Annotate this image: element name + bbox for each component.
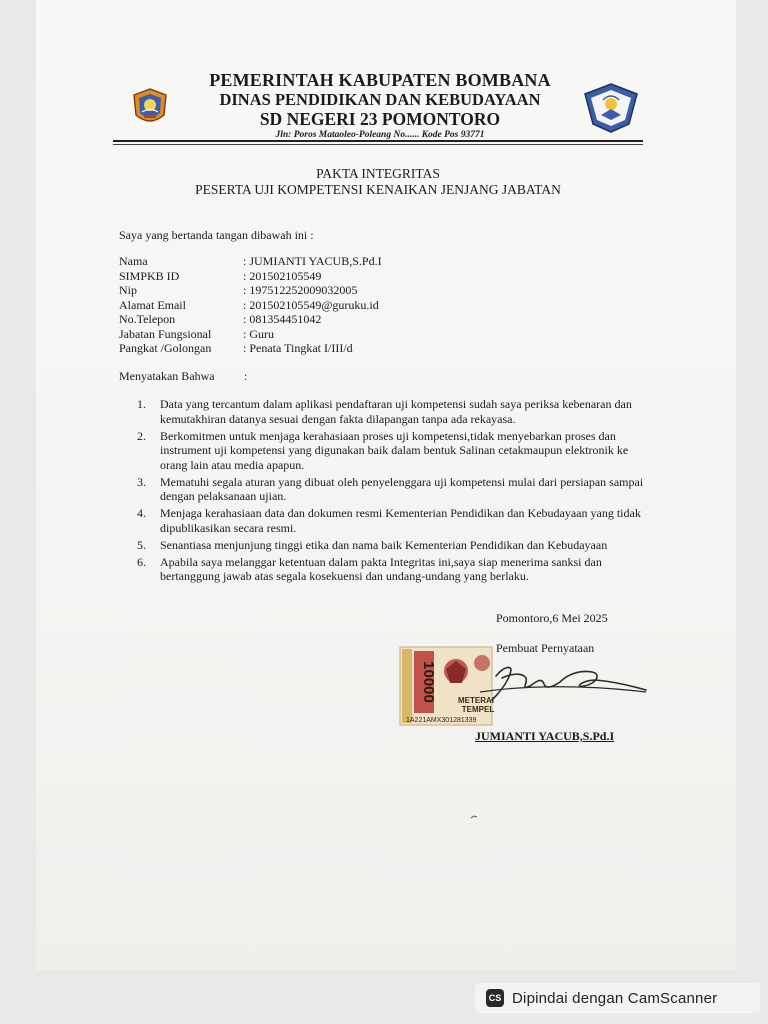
stamp-serial: 1A221AMX301281339 [406,717,477,724]
identity-block [119,254,382,356]
maker-label: Pembuat Pernyataan [496,641,595,655]
list-number: 3. [137,474,146,489]
identity-value: : 201502105549 [243,268,322,283]
letterhead-school: SD NEGERI 23 POMONTORO [259,109,501,129]
declaration-heading [119,369,248,384]
identity-row-phone [119,312,382,327]
letterhead-rule-thick [113,140,643,142]
list-number: 1. [137,397,146,411]
identity-row-email [119,298,382,313]
identity-label: Nip [119,283,137,297]
letterhead-rule-thin [113,144,643,145]
list-item [137,429,657,473]
list-text: Senantiasa menjunjung tinggi etika dan nama baik Kementerian Pendidikan dan Kebudayaan [160,537,608,552]
scan-speck [470,814,478,820]
letterhead-address: Jln: Poros Mataoleo-Poleang No...... Kode Pos 93771 [275,130,485,140]
tut-wuri-handayani-icon [583,82,639,134]
camscanner-logo-icon: CS [486,989,504,1007]
stamp-value: 10000 [420,661,437,703]
signer-name: JUMIANTI YACUB,S.Pd.I [475,729,615,743]
identity-value: : Penata Tingkat I/III/d [243,341,353,355]
title-line-1: PAKTA INTEGRITAS [316,166,440,181]
letterhead [180,70,580,141]
list-text: Data yang tercantum dalam aplikasi pendaftaran uji kompetensi sudah saya periksa kebenaran dan kemutakhiran datanya sesuai dengan fakta dilapangan tanpa ada rekayasa. [160,397,632,426]
list-text: Berkomitmen untuk menjaga kerahasiaan proses uji kompetensi,tidak menyebarkan proses dan instrument uji kompetensi yang digunakan baik dalam bentuk Salinan cetakmaupun elektronik ke orang lain atau media apapun. [160,428,629,472]
identity-value: : 197512252009032005 [243,283,358,297]
identity-label: Jabatan Fungsional [119,326,212,341]
intro-text: Saya yang bertanda tangan dibawah ini : [119,228,314,242]
identity-label: Alamat Email [119,297,186,312]
list-item [137,555,657,584]
identity-row-position [119,327,382,342]
stamp-label-2: TEMPEL [461,705,495,714]
handwritten-signature [470,656,650,704]
letterhead-government: PEMERINTAH KABUPATEN BOMBANA [209,70,551,90]
identity-row-rank [119,341,382,356]
identity-value: : JUMIANTI YACUB,S.Pd.I [243,254,382,268]
identity-label: Pangkat /Golongan [119,341,212,355]
identity-value: : Guru [243,326,274,341]
list-number: 4. [137,506,146,520]
document-title [113,166,643,198]
camscanner-badge [475,983,760,1013]
identity-row-name [119,254,382,269]
list-number: 6. [137,554,146,569]
list-item [137,397,657,426]
identity-row-simpkb [119,269,382,284]
identity-value: : 201502105549@guruku.id [243,297,379,312]
camscanner-text: Dipindai dengan CamScanner [512,989,718,1007]
identity-label: SIMPKB ID [119,268,180,283]
list-text: Apabila saya melanggar ketentuan dalam pakta Integritas ini,saya siap menerima sanksi dan bertanggung jawab atas segala kosekuensi dan undang-undang yang berlaku. [160,554,602,583]
statement-list [137,397,657,586]
regency-emblem-icon [130,87,170,127]
list-item [137,506,657,535]
title-line-2: PESERTA UJI KOMPETENSI KENAIKAN JENJANG JABATAN [195,182,561,197]
list-text: Menjaga kerahasiaan data dan dokumen resmi Kementerian Pendidikan dan Kebudayaan yang tidak dipublikasikan secara resmi. [160,506,641,535]
list-number: 5. [137,537,146,552]
place-date: Pomontoro,6 Mei 2025 [496,611,608,625]
list-item [137,538,657,553]
list-text: Mematuhi segala aturan yang dibuat oleh penyelenggara uji kompetensi mulai dari persiapan sampai dengan pelaksanaan ujian. [160,474,644,503]
letterhead-department: DINAS PENDIDIKAN DAN KEBUDAYAAN [219,90,541,109]
stamp-label-1: METERAI [458,696,494,705]
declaration-label: Menyatakan Bahwa [119,369,215,383]
identity-row-nip [119,283,382,298]
declaration-colon: : [244,369,248,383]
identity-label: No.Telepon [119,312,176,326]
list-item [137,475,657,504]
identity-label: Nama [119,254,148,268]
list-number: 2. [137,428,146,443]
identity-value: : 081354451042 [243,312,322,326]
